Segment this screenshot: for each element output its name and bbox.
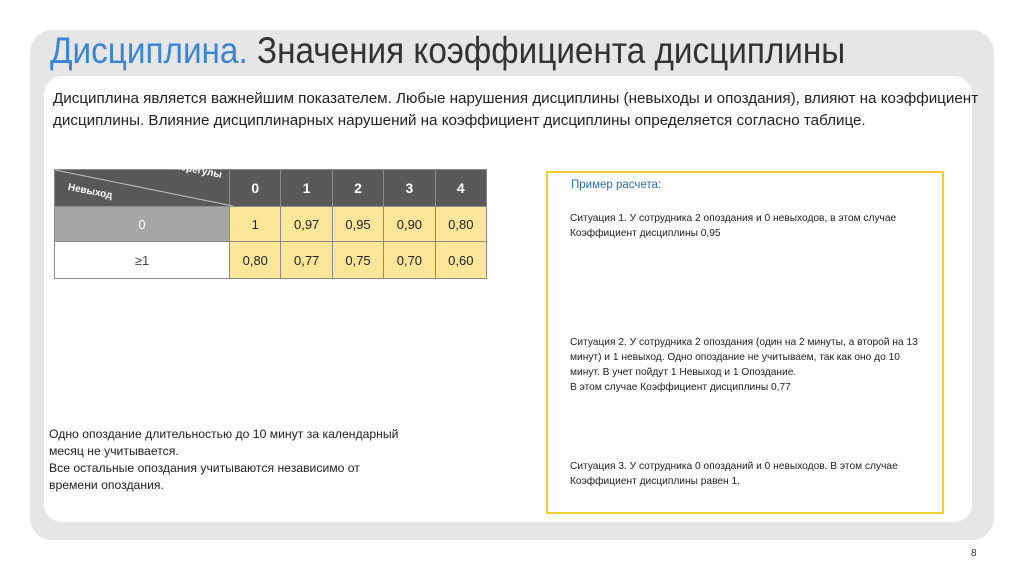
- table-cell: 0,95: [332, 207, 383, 242]
- example-situation-2: Ситуация 2. У сотрудника 2 опоздания (один на 2 минуты, а второй на 13 минут) и 1 невыход. Одно опоздание не учитываем, так как оно до 10 минут. В учет пойдут 1 Невыход и 1 Опоздание. В этом случае Коэффициент дисциплины 0,77: [570, 337, 918, 393]
- intro-paragraph: Дисциплина является важнейшим показателем. Любые нарушения дисциплины (невыходы и опоздания), влияют на коэффициент дисциплины. Влияние дисциплинарных нарушений на коэффициент дисциплины определяется согласно таблице.: [53, 90, 979, 129]
- table-row: [55, 207, 487, 242]
- coefficient-table: [54, 149, 487, 279]
- late-arrival-note: Одно опоздание длительностью до 10 минут за календарный месяц не учитывается. Все остальные опоздания учитываются независимо от времени опоздания.: [49, 427, 399, 492]
- table-row: [55, 242, 487, 279]
- table-cell: 0,77: [281, 242, 332, 279]
- row-header: ≥1: [55, 242, 230, 279]
- table-cell: 0,97: [281, 207, 332, 242]
- column-header: 2: [332, 170, 383, 207]
- page-number: 8: [971, 548, 977, 559]
- table-cell: 0,70: [384, 242, 435, 279]
- table-cell: 1: [230, 207, 281, 242]
- corner-row-label: Невыход: [66, 182, 114, 202]
- column-header: 0: [230, 170, 281, 207]
- title-main: Значения коэффициента дисциплины: [256, 30, 846, 71]
- calculation-example-box: [546, 171, 944, 514]
- example-situation-1: Ситуация 1. У сотрудника 2 опоздания и 0 невыходов, в этом случае Коэффициент дисциплины 0,95: [570, 213, 897, 239]
- page-title: [50, 27, 845, 75]
- table-cell: 0,80: [230, 242, 281, 279]
- table-cell: 0,60: [435, 242, 486, 279]
- column-header: 3: [384, 170, 435, 207]
- example-title: Пример расчета:: [571, 179, 662, 191]
- corner-column-label: Опоздание, перегулы: [115, 149, 224, 181]
- table-cell: 0,75: [332, 242, 383, 279]
- column-header: 1: [281, 170, 332, 207]
- row-header: 0: [55, 207, 230, 242]
- title-accent: Дисциплина.: [50, 30, 248, 71]
- table-header-row: [55, 170, 487, 207]
- column-header: 4: [435, 170, 486, 207]
- table-cell: 0,80: [435, 207, 486, 242]
- example-situation-3: Ситуация 3. У сотрудника 0 опозданий и 0 невыходов. В этом случае Коэффициент дисциплины равен 1.: [570, 461, 898, 487]
- table-cell: 0,90: [384, 207, 435, 242]
- table-corner-cell: [55, 149, 230, 207]
